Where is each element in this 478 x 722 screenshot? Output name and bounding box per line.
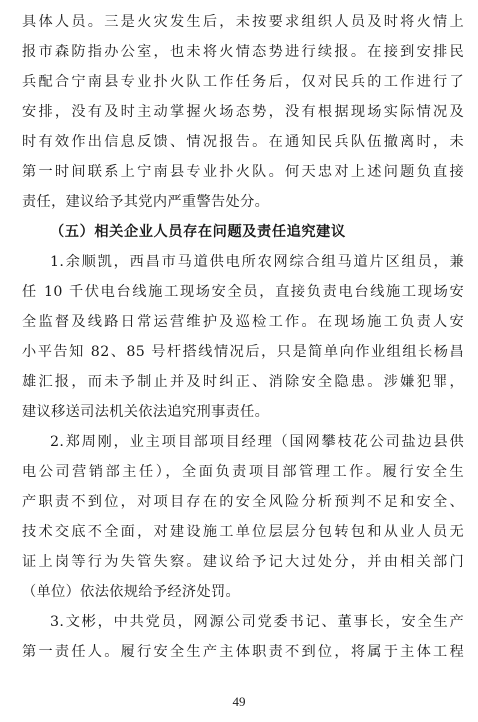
- text-line: （单位）依法依规给予经济处罚。: [22, 584, 241, 600]
- text-line: 第一责任人。履行安全生产主体职责不到位，将属于主体工程: [22, 644, 464, 660]
- text-line: 技术交底不全面，对建设施工单位层层分包转包和从业人员无: [22, 524, 464, 540]
- text-line: 安排，没有及时主动掌握火场态势，没有根据现场实际情况及: [22, 104, 464, 120]
- section-heading: （五）相关企业人员存在问题及责任追究建议: [50, 224, 346, 240]
- text-line: 建议移送司法机关依法追究刑事责任。: [22, 404, 270, 420]
- text-line: 第一时间联系上宁南县专业扑火队。何天忠对上述问题负直接: [22, 164, 464, 180]
- text-line: 责任，建议给予其党内严重警告处分。: [22, 194, 270, 210]
- paragraph-first-line: 2.郑周刚，业主项目部项目经理（国网攀枝花公司盐边县供: [50, 434, 464, 450]
- text-line: 具体人员。三是火灾发生后，未按要求组织人员及时将火情上: [22, 14, 464, 30]
- text-line: 任 10 千伏电台线施工现场安全员，直接负责电台线施工现场安: [22, 284, 464, 300]
- text-line: 雄汇报，而未予制止并及时纠正、消除安全隐患。涉嫌犯罪，: [22, 374, 464, 390]
- text-line: 小平告知 82、85 号杆搭线情况后，只是简单向作业组组长杨昌: [22, 344, 464, 360]
- paragraph-first-line: 3.文彬，中共党员，网源公司党委书记、董事长，安全生产: [50, 614, 464, 630]
- text-line: 电公司营销部主任），全面负责项目部管理工作。履行安全生: [22, 464, 464, 480]
- text-line: 兵配合宁南县专业扑火队工作任务后，仅对民兵的工作进行了: [22, 74, 464, 90]
- text-line: 报市森防指办公室，也未将火情态势进行续报。在接到安排民: [22, 44, 464, 60]
- text-line: 时有效作出信息反馈、情况报告。在通知民兵队伍撤离时，未: [22, 134, 464, 150]
- paragraph-first-line: 1.余顺凯，西昌市马道供电所农网综合组马道片区组员，兼: [50, 254, 464, 270]
- text-line: 产职责不到位，对项目存在的安全风险分析预判不足和安全、: [22, 494, 464, 510]
- text-line: 全监督及线路日常运营维护及巡检工作。在现场施工负责人安: [22, 314, 464, 330]
- page-number: 49: [232, 694, 246, 709]
- text-line: 证上岗等行为失管失察。建议给予记大过处分，并由相关部门: [22, 554, 464, 570]
